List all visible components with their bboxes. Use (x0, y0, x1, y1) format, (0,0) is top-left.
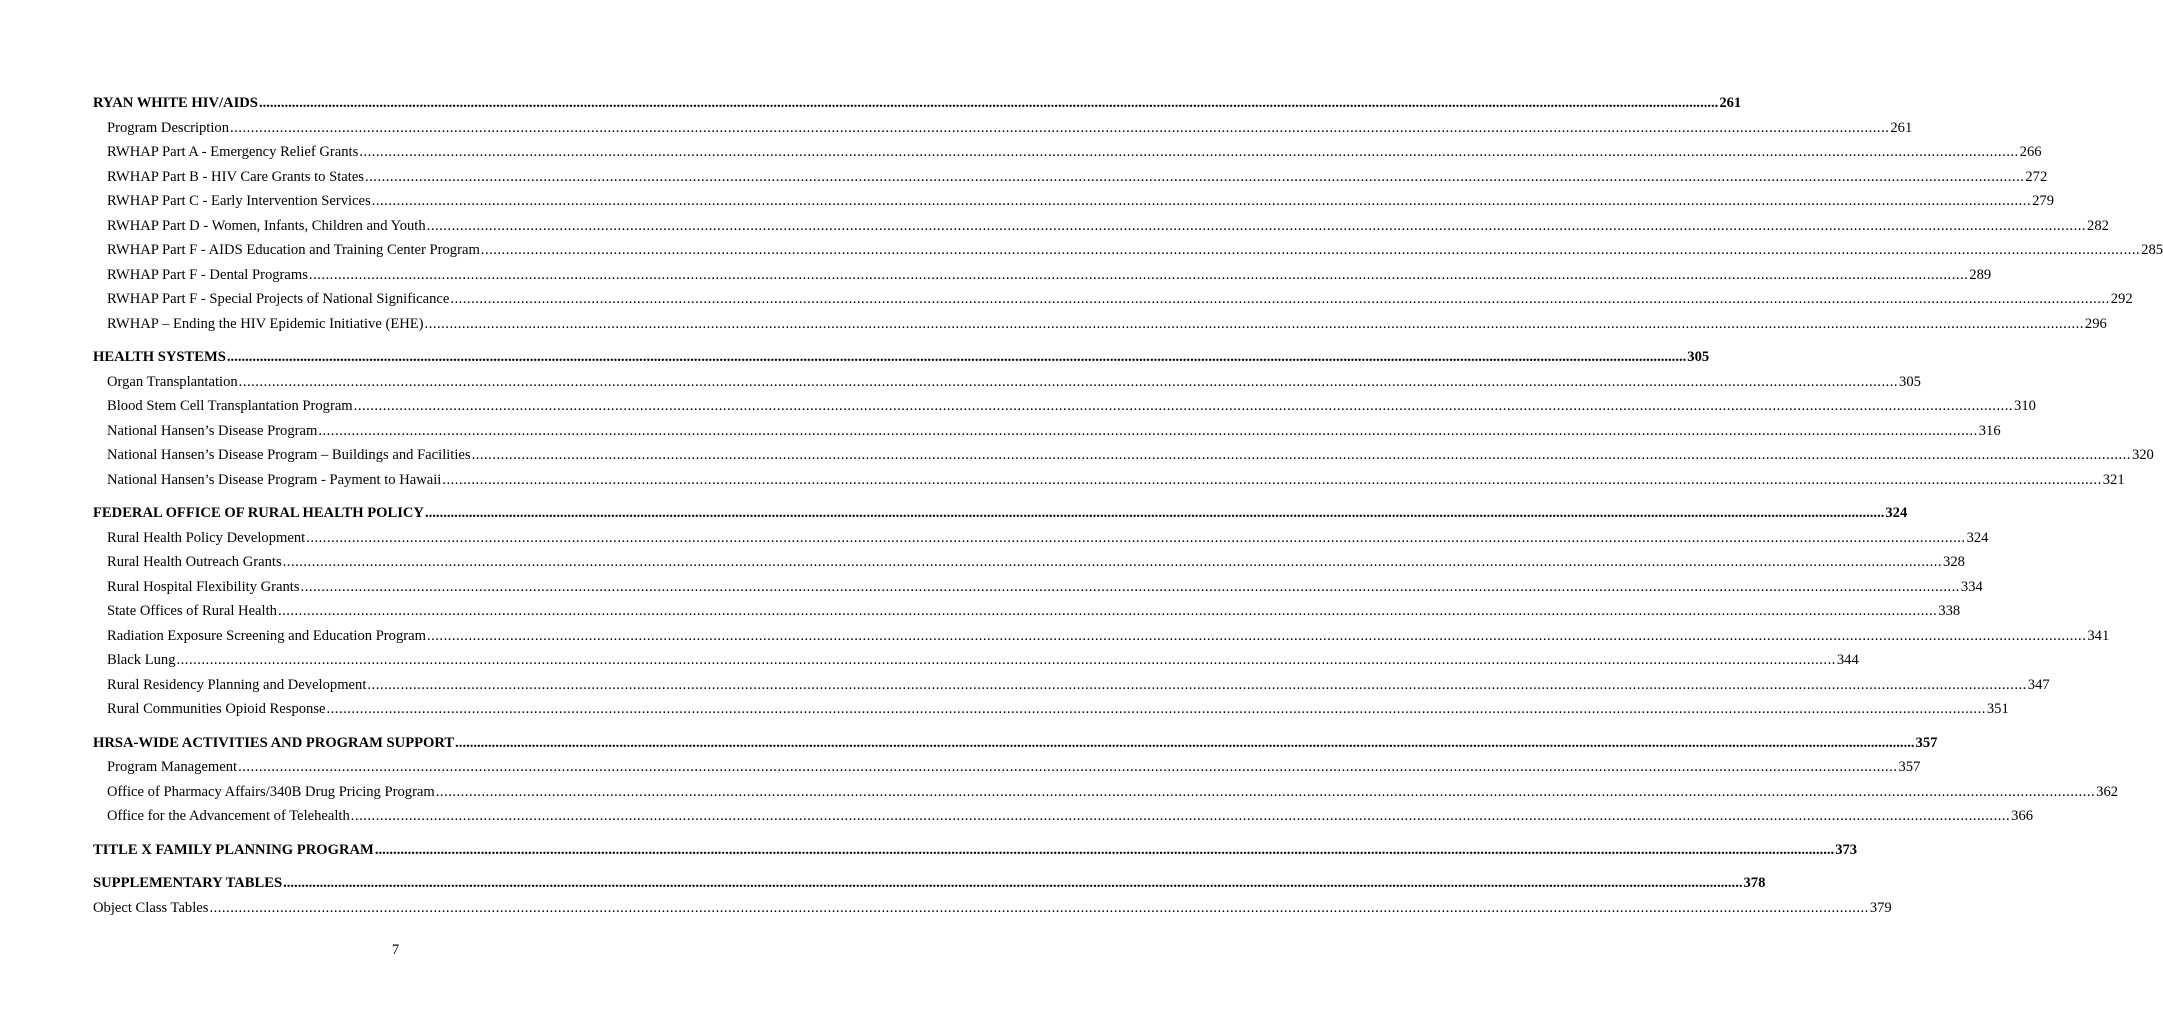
toc-page-number: 351 (1986, 701, 2009, 717)
toc-entry-label: National Hansen’s Disease Program - Payment to Hawaii (107, 471, 442, 488)
toc-entry[interactable] (93, 575, 1983, 600)
toc-entry-label: RWHAP Part F - AIDS Education and Training Center Program (107, 242, 480, 258)
toc-section-health-systems (93, 345, 2154, 492)
toc-entry-label: Rural Hospital Flexibility Grants (107, 578, 300, 595)
toc-entry[interactable] (93, 312, 2107, 337)
dot-leader: ................................................................................................................................................................................................................................................................................................................................................................................................................ (367, 676, 2027, 693)
toc-entry-object-class-tables[interactable] (93, 896, 1892, 921)
dot-leader: ................................................................................................................................................................................................................................................................................................................................................................................................................ (371, 193, 2032, 209)
dot-leader: ................................................................................................................................................................................................................................................................................................................................................................................................................ (359, 144, 2019, 160)
toc-entry-label: RYAN WHITE HIV/AIDS (93, 95, 258, 111)
dot-leader: ................................................................................................................................................................................................................................................................................................................................................................................................................ (238, 373, 1899, 390)
toc-page-number: 289 (1969, 266, 1992, 283)
toc-page-number: 316 (1978, 422, 2001, 439)
toc-page-number: 282 (2087, 217, 2109, 234)
dot-leader: ................................................................................................................................................................................................................................................................................................................................................................................................................ (435, 783, 2096, 800)
toc-entry[interactable] (93, 673, 2050, 698)
dot-leader: ................................................................................................................................................................................................................................................................................................................................................................................................................ (209, 899, 1869, 916)
dot-leader: ................................................................................................................................................................................................................................................................................................................................................................................................................ (326, 701, 1986, 717)
dot-leader: ................................................................................................................................................................................................................................................................................................................................................................................................................ (283, 875, 1743, 891)
toc-entry-label: RWHAP Part F - Special Projects of National Significance (107, 291, 450, 307)
toc-page-number: 292 (2110, 291, 2133, 307)
toc-entry-label: RWHAP Part A - Emergency Relief Grants (107, 144, 359, 160)
toc-section-title-x-family-planning-program (93, 838, 1858, 863)
toc-section-federal-office-of-rural-health-policy (93, 501, 2110, 722)
toc-entry[interactable] (93, 468, 2125, 493)
toc-page-number: 296 (2084, 315, 2107, 332)
toc-page-number: 305 (1687, 349, 1710, 365)
toc-page-number: 357 (1915, 734, 1938, 751)
toc-entry[interactable] (93, 394, 2036, 419)
toc-entry[interactable] (93, 624, 2110, 649)
toc-entry-label: HRSA-WIDE ACTIVITIES AND PROGRAM SUPPORT (93, 734, 455, 751)
toc-page-number: 324 (1885, 505, 1908, 521)
toc-entry[interactable] (93, 697, 2009, 722)
toc-entry-label: Office for the Advancement of Telehealth (107, 808, 350, 824)
toc-page-number: 341 (2087, 627, 2110, 644)
dot-leader: ................................................................................................................................................................................................................................................................................................................................................................................................................ (424, 505, 1885, 521)
toc-page-number: 347 (2027, 676, 2050, 693)
dot-leader: ................................................................................................................................................................................................................................................................................................................................................................................................................ (426, 627, 2087, 644)
toc-entry[interactable] (93, 370, 1921, 395)
toc-page-number: 362 (2096, 783, 2119, 800)
toc-entry-label: HEALTH SYSTEMS (93, 349, 226, 365)
toc-entry[interactable] (93, 443, 2154, 468)
toc-entry-label: Rural Communities Opioid Response (107, 701, 326, 717)
toc-entry[interactable] (93, 599, 1961, 624)
toc-page-number: 266 (2019, 144, 2042, 160)
toc-page-number: 357 (1898, 759, 1921, 775)
dot-leader: ................................................................................................................................................................................................................................................................................................................................................................................................................ (471, 447, 2131, 463)
toc-entry-label: National Hansen’s Disease Program – Buildings and Facilities (107, 447, 471, 463)
toc-page-number: 285 (2141, 242, 2163, 258)
toc-entry-label: Program Description (107, 119, 229, 136)
toc-entry-label: RWHAP Part C - Early Intervention Services (107, 193, 371, 209)
toc-heading-ryan-white-hiv-aids[interactable] (93, 91, 1742, 116)
dot-leader: ................................................................................................................................................................................................................................................................................................................................................................................................................ (230, 119, 1890, 136)
toc-page-number: 328 (1943, 554, 1965, 570)
dot-leader: ................................................................................................................................................................................................................................................................................................................................................................................................................ (176, 652, 1836, 668)
toc-entry-label: RWHAP – Ending the HIV Epidemic Initiative (EHE) (107, 315, 424, 332)
toc-entry[interactable] (93, 648, 1859, 673)
toc-entry-label: FEDERAL OFFICE OF RURAL HEALTH POLICY (93, 505, 424, 521)
dot-leader: ................................................................................................................................................................................................................................................................................................................................................................................................................ (424, 315, 2084, 332)
toc-page-number: 334 (1960, 578, 1983, 595)
toc-entry[interactable] (93, 804, 2034, 829)
toc-page-number: 378 (1743, 875, 1766, 891)
toc-entry-label: Program Management (107, 759, 238, 775)
toc-entry-label: Object Class Tables (93, 899, 209, 916)
toc-page-number: 373 (1835, 841, 1858, 858)
toc-entry[interactable] (93, 189, 2054, 214)
dot-leader: ................................................................................................................................................................................................................................................................................................................................................................................................................ (353, 398, 2014, 414)
toc-entry-label: RWHAP Part D - Women, Infants, Children and Youth (107, 217, 426, 234)
toc-entry-label: Organ Transplantation (107, 373, 238, 390)
toc-page-number: 279 (2032, 193, 2054, 209)
toc-entry[interactable] (93, 238, 2163, 263)
dot-leader: ................................................................................................................................................................................................................................................................................................................................................................................................................ (308, 266, 1969, 283)
toc-entry[interactable] (93, 419, 2001, 444)
toc-entry-label: Blood Stem Cell Transplantation Program (107, 398, 353, 414)
toc-heading-federal-office-of-rural-health-policy[interactable] (93, 501, 1908, 526)
dot-leader: ................................................................................................................................................................................................................................................................................................................................................................................................................ (480, 242, 2141, 258)
dot-leader: ................................................................................................................................................................................................................................................................................................................................................................................................................ (300, 578, 1960, 595)
dot-leader: ................................................................................................................................................................................................................................................................................................................................................................................................................ (442, 471, 2102, 488)
dot-leader: ................................................................................................................................................................................................................................................................................................................................................................................................................ (350, 808, 2011, 824)
dot-leader: ................................................................................................................................................................................................................................................................................................................................................................................................................ (318, 422, 1978, 439)
toc-entry[interactable] (93, 287, 2133, 312)
toc-entry[interactable] (93, 550, 1965, 575)
toc-entry-label: Office of Pharmacy Affairs/340B Drug Pricing Program (107, 783, 435, 800)
dot-leader: ................................................................................................................................................................................................................................................................................................................................................................................................................ (226, 349, 1687, 365)
dot-leader: ................................................................................................................................................................................................................................................................................................................................................................................................................ (258, 95, 1719, 111)
toc-entry-label: Rural Health Policy Development (107, 529, 306, 546)
dot-leader: ................................................................................................................................................................................................................................................................................................................................................................................................................ (238, 759, 1898, 775)
dot-leader: ................................................................................................................................................................................................................................................................................................................................................................................................................ (450, 291, 2110, 307)
toc-page-number: 366 (2011, 808, 2034, 824)
toc-entry-label: TITLE X FAMILY PLANNING PROGRAM (93, 841, 374, 858)
toc-page-number: 321 (2102, 471, 2125, 488)
toc-heading-supplementary-tables[interactable] (93, 871, 1766, 896)
dot-leader: ................................................................................................................................................................................................................................................................................................................................................................................................................ (365, 168, 2025, 185)
toc-heading-health-systems[interactable] (93, 345, 1710, 370)
toc-entry[interactable] (93, 165, 2048, 190)
toc-section-ryan-white-hiv-aids (93, 91, 2163, 336)
toc-page-number: 261 (1890, 119, 1913, 136)
page-number: 7 (391, 942, 400, 958)
toc-entry-label: SUPPLEMENTARY TABLES (93, 875, 283, 891)
toc-entry[interactable] (93, 214, 2109, 239)
toc-section-hrsa-wide-activities-and-program-support (93, 731, 2119, 829)
toc-page-number: 379 (1869, 899, 1892, 916)
toc-page-number: 320 (2131, 447, 2154, 463)
toc-page-number: 338 (1938, 603, 1961, 619)
toc-entry[interactable] (93, 116, 1913, 141)
toc-section-supplementary-tables (93, 871, 1892, 920)
toc-entry[interactable] (93, 526, 1989, 551)
toc-entry-label: State Offices of Rural Health (107, 603, 277, 619)
toc-page-number: 310 (2014, 398, 2036, 414)
dot-leader: ................................................................................................................................................................................................................................................................................................................................................................................................................ (426, 217, 2087, 234)
table-of-contents (93, 91, 2163, 920)
dot-leader: ................................................................................................................................................................................................................................................................................................................................................................................................................ (277, 603, 1938, 619)
toc-page-number: 324 (1966, 529, 1989, 546)
dot-leader: ................................................................................................................................................................................................................................................................................................................................................................................................................ (306, 529, 1966, 546)
toc-page-number: 344 (1836, 652, 1859, 668)
toc-entry[interactable] (93, 140, 2042, 165)
toc-page-number: 305 (1899, 373, 1921, 390)
toc-entry-label: Black Lung (107, 652, 176, 668)
dot-leader: ................................................................................................................................................................................................................................................................................................................................................................................................................ (374, 841, 1835, 858)
toc-entry[interactable] (93, 263, 1992, 288)
dot-leader: ................................................................................................................................................................................................................................................................................................................................................................................................................ (455, 734, 1915, 751)
toc-entry-label: RWHAP Part B - HIV Care Grants to States (107, 168, 364, 185)
toc-entry-label: Rural Residency Planning and Development (107, 676, 367, 693)
toc-entry-label: National Hansen’s Disease Program (107, 422, 318, 439)
toc-page-number: 272 (2025, 168, 2048, 185)
toc-entry[interactable] (93, 755, 1921, 780)
toc-heading-title-x-family-planning-program[interactable] (93, 838, 1858, 863)
toc-heading-hrsa-wide-activities-and-program-support[interactable] (93, 731, 1938, 756)
toc-entry[interactable] (93, 780, 2119, 805)
toc-entry-label: Rural Health Outreach Grants (107, 554, 282, 570)
toc-page-number: 261 (1719, 95, 1742, 111)
toc-entry-label: Radiation Exposure Screening and Education Program (107, 627, 426, 644)
toc-entry-label: RWHAP Part F - Dental Programs (107, 266, 308, 283)
dot-leader: ................................................................................................................................................................................................................................................................................................................................................................................................................ (282, 554, 1943, 570)
